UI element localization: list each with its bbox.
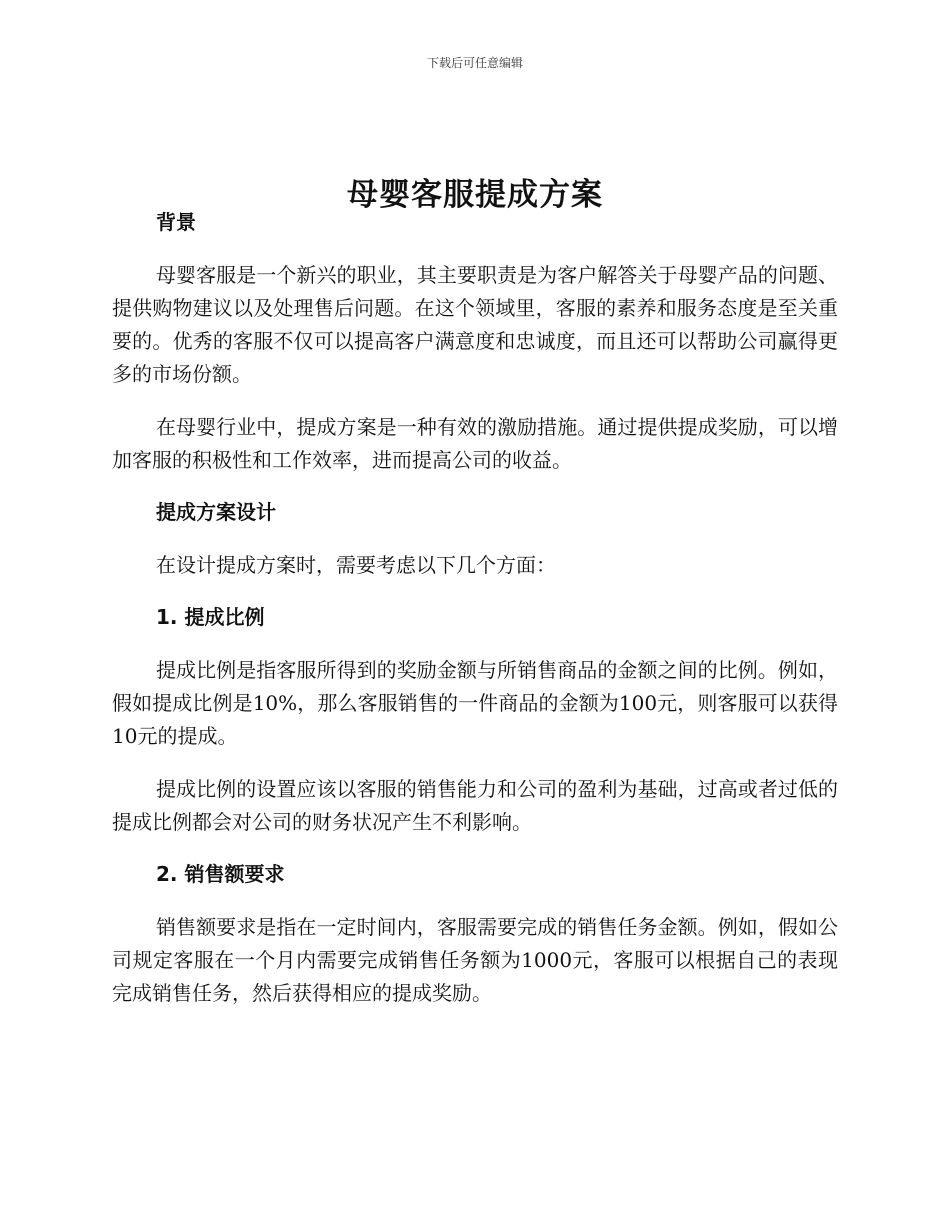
page-header-note: 下载后可任意编辑	[426, 56, 523, 70]
document-title: 母婴客服提成方案	[347, 176, 603, 213]
paragraph-design-intro: 在设计提成方案时，需要考虑以下几个方面：	[156, 553, 556, 577]
section-heading-ratio: 1. 提成比例	[156, 605, 265, 629]
section-heading-design: 提成方案设计	[156, 500, 276, 524]
paragraph-background-1: 母婴客服是一个新兴的职业，其主要职责是为客户解答关于母婴产品的问题、提供购物建议以及处理售后问题。在这个领域里，客服的素养和服务态度是至关重要的。优秀的客服不仅可以提高客户满意度和忠诚度，而且还可以帮助公司赢得更多的市场份额。	[112, 263, 838, 386]
paragraph-sales-1: 销售额要求是指在一定时间内，客服需要完成的销售任务金额。例如，假如公司规定客服在一个月内需要完成销售任务额为1000元，客服可以根据自己的表现完成销售任务，然后获得相应的提成奖励。	[112, 915, 838, 1005]
section-heading-sales: 2. 销售额要求	[156, 862, 285, 886]
paragraph-background-2: 在母婴行业中，提成方案是一种有效的激励措施。通过提供提成奖励，可以增加客服的积极性和工作效率，进而提高公司的收益。	[112, 415, 838, 472]
paragraph-ratio-2: 提成比例的设置应该以客服的销售能力和公司的盈利为基础，过高或者过低的提成比例都会对公司的财务状况产生不利影响。	[112, 777, 838, 834]
section-heading-background: 背景	[156, 210, 196, 234]
document-body	[112, 204, 838, 1010]
paragraph-ratio-1: 提成比例是指客服所得到的奖励金额与所销售商品的金额之间的比例。例如，假如提成比例是10%，那么客服销售的一件商品的金额为100元，则客服可以获得10元的提成。	[112, 658, 838, 748]
